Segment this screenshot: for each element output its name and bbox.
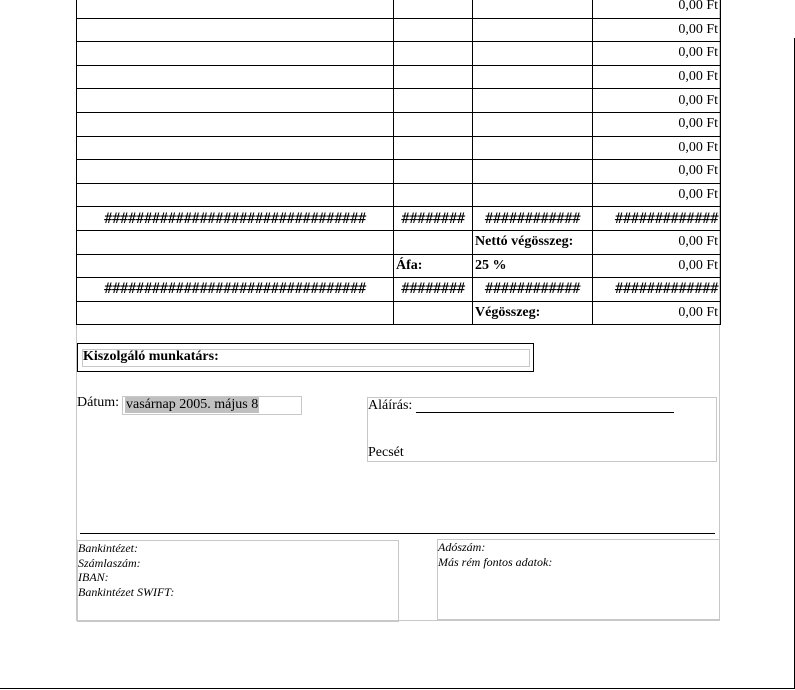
amount-cell[interactable]: 0,00 Ft [593, 18, 721, 42]
table-row [77, 65, 721, 89]
overflow-cell[interactable]: ######## [394, 278, 473, 302]
overflow-cell[interactable]: ############ [473, 207, 593, 231]
grand-total-value[interactable]: 0,00 Ft [593, 301, 721, 325]
vat-row [77, 254, 721, 278]
overflow-cell[interactable]: ############# [593, 278, 721, 302]
tax-number-line: Adószám: [438, 540, 486, 554]
footer-divider [80, 533, 715, 534]
staff-box [77, 343, 534, 372]
items-table [76, 0, 721, 325]
iban-line: IBAN: [78, 570, 109, 584]
table-row [77, 42, 721, 66]
vat-value[interactable]: 0,00 Ft [593, 254, 721, 278]
date-field[interactable] [122, 396, 302, 415]
swift-line: Bankintézet SWIFT: [78, 584, 175, 599]
signature-label: Aláírás: [368, 398, 413, 413]
net-total-label: Nettó végösszeg: [473, 230, 593, 254]
net-total-value[interactable]: 0,00 Ft [593, 230, 721, 254]
overflow-row [77, 207, 721, 231]
table-row [77, 112, 721, 136]
signature-box [367, 397, 717, 462]
table-row [77, 136, 721, 160]
account-number-line: Számlaszám: [78, 555, 141, 570]
amount-cell[interactable]: 0,00 Ft [593, 112, 721, 136]
overflow-cell[interactable]: ############ [473, 278, 593, 302]
table-row [77, 160, 721, 184]
vat-label: Áfa: [394, 254, 473, 278]
stamp-label: Pecsét [368, 445, 404, 460]
signature-line[interactable] [416, 412, 674, 413]
amount-cell[interactable]: 0,00 Ft [593, 0, 721, 18]
tax-details-box[interactable] [437, 539, 720, 620]
date-label: Dátum: [77, 395, 119, 410]
grand-total-label: Végösszeg: [473, 301, 593, 325]
net-total-row [77, 230, 721, 254]
grand-total-row [77, 301, 721, 325]
vat-rate[interactable]: 25 % [473, 254, 593, 278]
overflow-cell[interactable]: ######## [394, 207, 473, 231]
bank-name-line: Bankintézet: [78, 541, 138, 555]
date-value[interactable]: vasárnap 2005. május 8 [126, 397, 259, 412]
amount-cell[interactable]: 0,00 Ft [593, 183, 721, 207]
overflow-row [77, 278, 721, 302]
overflow-cell[interactable]: ############# [593, 207, 721, 231]
amount-cell[interactable]: 0,00 Ft [593, 136, 721, 160]
table-row [77, 0, 721, 18]
amount-cell[interactable]: 0,00 Ft [593, 65, 721, 89]
staff-label: Kiszolgáló munkatárs: [83, 349, 219, 364]
overflow-cell[interactable]: ################################# [77, 207, 394, 231]
bank-details-box[interactable] [77, 540, 399, 622]
amount-cell[interactable]: 0,00 Ft [593, 89, 721, 113]
overflow-cell[interactable]: ################################# [77, 278, 394, 302]
page-edge-bottom [0, 688, 795, 689]
table-row [77, 183, 721, 207]
other-info-line: Más rém fontos adatok: [438, 554, 553, 569]
table-row [77, 18, 721, 42]
amount-cell[interactable]: 0,00 Ft [593, 42, 721, 66]
table-row [77, 89, 721, 113]
amount-cell[interactable]: 0,00 Ft [593, 160, 721, 184]
